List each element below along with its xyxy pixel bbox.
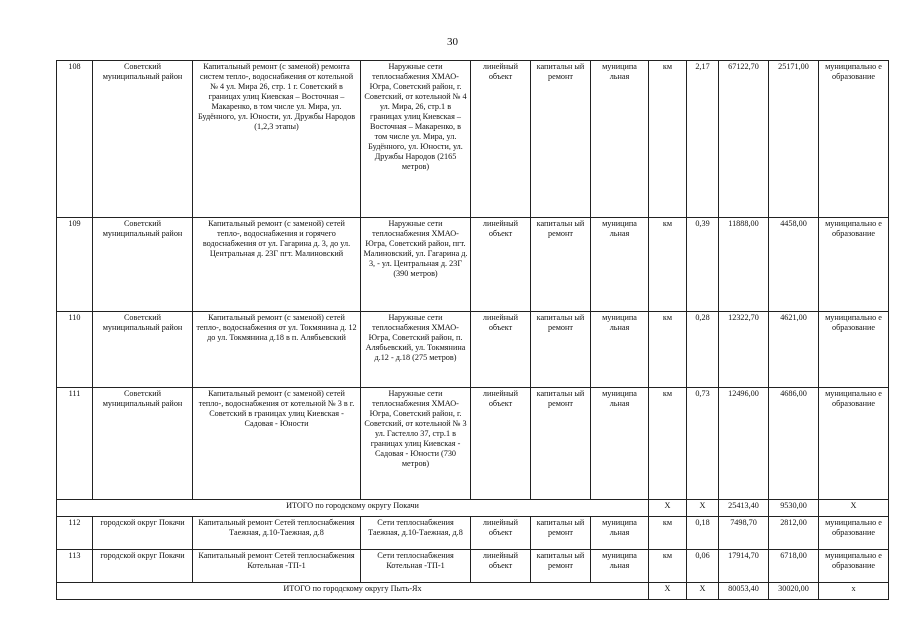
cell-recipient: Х	[819, 500, 889, 517]
cell-subsidy: 30020,00	[769, 583, 819, 600]
table-body	[57, 61, 889, 600]
cell-ownership: муниципа льная	[591, 218, 649, 312]
cell-cost: 17914,70	[719, 550, 769, 583]
cell-unit: км	[649, 218, 687, 312]
cell-length: 0,39	[687, 218, 719, 312]
table-row	[57, 312, 889, 388]
table-row	[57, 61, 889, 218]
cell-unit: Х	[649, 583, 687, 600]
cell-work-type: капитальн ый ремонт	[531, 388, 591, 500]
cell-length: 0,73	[687, 388, 719, 500]
cell-length: 0,28	[687, 312, 719, 388]
cell-unit: км	[649, 550, 687, 583]
cell-unit: км	[649, 388, 687, 500]
cell-territory: Советский муниципальный район	[93, 218, 193, 312]
cell-unit: км	[649, 517, 687, 550]
cell-object-type: линейный объект	[471, 550, 531, 583]
cell-length: Х	[687, 500, 719, 517]
cell-ownership: муниципа льная	[591, 388, 649, 500]
cell-subsidy: 6718,00	[769, 550, 819, 583]
cell-subsidy: 4458,00	[769, 218, 819, 312]
cell-length: 0,18	[687, 517, 719, 550]
cell-territory: Советский муниципальный район	[93, 388, 193, 500]
total-row	[57, 583, 889, 600]
cell-work-type: капитальн ый ремонт	[531, 61, 591, 218]
cell-territory: Советский муниципальный район	[93, 61, 193, 218]
cell-unit: Х	[649, 500, 687, 517]
page-number: 30	[447, 36, 458, 48]
cell-cost: 12322,70	[719, 312, 769, 388]
table-row	[57, 517, 889, 550]
cell-recipient: х	[819, 583, 889, 600]
cell-ownership: муниципа льная	[591, 61, 649, 218]
cell-length: 0,06	[687, 550, 719, 583]
cell-number: 112	[57, 517, 93, 550]
total-row	[57, 500, 889, 517]
cell-ownership: муниципа льная	[591, 550, 649, 583]
cell-object: Сети теплоснабжения Котельная -ТП-1	[361, 550, 471, 583]
cell-recipient: муниципально е образование	[819, 550, 889, 583]
cell-subsidy: 9530,00	[769, 500, 819, 517]
cell-recipient: муниципально е образование	[819, 312, 889, 388]
cell-ownership: муниципа льная	[591, 517, 649, 550]
cell-object-type: линейный объект	[471, 388, 531, 500]
cell-subsidy: 4686,00	[769, 388, 819, 500]
cell-event: Капитальный ремонт (с заменой) сетей тепло-, водоснабжения и горячего водоснабжения от ул. Гагарина д. 3, до ул. Центральная д. 23Г пгт. Малиновский	[193, 218, 361, 312]
cell-object: Наружные сети теплоснабжения ХМАО-Югра, Советский район, п. Алябьевский, ул. Токмянина д.12 - д.18 (275 метров)	[361, 312, 471, 388]
cell-object: Наружные сети теплоснабжения ХМАО-Югра, Советский район, г. Советский, от котельной № 3 ул. Гастелло 37, стр.1 в границах улиц Киевская - Садовая - Юности (730 метров)	[361, 388, 471, 500]
cell-number: 109	[57, 218, 93, 312]
cell-number: 108	[57, 61, 93, 218]
cell-object: Сети теплоснабжения Таежная, д.10-Таежная, д.8	[361, 517, 471, 550]
cell-object-type: линейный объект	[471, 517, 531, 550]
cell-territory: городской округ Покачи	[93, 550, 193, 583]
cell-recipient: муниципально е образование	[819, 61, 889, 218]
table-row	[57, 218, 889, 312]
cell-object-type: линейный объект	[471, 312, 531, 388]
cell-object-type: линейный объект	[471, 218, 531, 312]
cell-unit: км	[649, 312, 687, 388]
total-label: ИТОГО по городскому округу Пыть-Ях	[57, 583, 649, 600]
cell-subsidy: 2812,00	[769, 517, 819, 550]
cell-object-type: линейный объект	[471, 61, 531, 218]
cell-unit: км	[649, 61, 687, 218]
cell-object: Наружные сети теплоснабжения ХМАО-Югра, Советский район, г. Советский, от котельной № 4 ул. Мира, 26, стр.1 в границах улиц Киевская – Восточная – Макаренко, в том числе ул. Мира, ул. Будённого, ул. Юности, ул. Дружбы Народов (2165 метров)	[361, 61, 471, 218]
cell-cost: 7498,70	[719, 517, 769, 550]
cell-territory: Советский муниципальный район	[93, 312, 193, 388]
cell-length: Х	[687, 583, 719, 600]
cell-recipient: муниципально е образование	[819, 517, 889, 550]
table-row	[57, 388, 889, 500]
cell-event: Капитальный ремонт (с заменой) ремонта систем тепло-, водоснабжения от котельной № 4 ул. Мира 26, стр. 1 г. Советский в границах улиц Киевская – Восточная – Макаренко, в том числе ул. Мира, ул. Будённого, ул. Юности, ул. Дружбы Народов (1,2,3 этапы)	[193, 61, 361, 218]
cell-cost: 67122,70	[719, 61, 769, 218]
cell-object: Наружные сети теплоснабжения ХМАО-Югра, Советский район, пгт. Малиновский, ул. Гагарина д. 3, - ул. Центральная д. 23Г (390 метров)	[361, 218, 471, 312]
cell-territory: городской округ Покачи	[93, 517, 193, 550]
cell-length: 2,17	[687, 61, 719, 218]
total-label: ИТОГО по городскому округу Покачи	[57, 500, 649, 517]
cell-event: Капитальный ремонт (с заменой) сетей тепло-, водоснабжения от ул. Токмянина д. 12 до ул. Токмянина д.18 в п. Алябьевский	[193, 312, 361, 388]
cell-recipient: муниципально е образование	[819, 218, 889, 312]
cell-work-type: капитальн ый ремонт	[531, 312, 591, 388]
cell-event: Капитальный ремонт Сетей теплоснабжения Таежная, д.10-Таежная, д.8	[193, 517, 361, 550]
cell-event: Капитальный ремонт Сетей теплоснабжения Котельная -ТП-1	[193, 550, 361, 583]
cell-cost: 80053,40	[719, 583, 769, 600]
cell-number: 111	[57, 388, 93, 500]
cell-event: Капитальный ремонт (с заменой) сетей тепло-, водоснабжения от котельной № 3 в г. Советский в границах улиц Киевская - Садовая - Юности	[193, 388, 361, 500]
cell-subsidy: 25171,00	[769, 61, 819, 218]
cell-work-type: капитальн ый ремонт	[531, 550, 591, 583]
cell-recipient: муниципально е образование	[819, 388, 889, 500]
program-table	[56, 60, 889, 600]
cell-cost: 25413,40	[719, 500, 769, 517]
cell-cost: 11888,00	[719, 218, 769, 312]
cell-work-type: капитальн ый ремонт	[531, 218, 591, 312]
cell-cost: 12496,00	[719, 388, 769, 500]
cell-work-type: капитальн ый ремонт	[531, 517, 591, 550]
cell-ownership: муниципа льная	[591, 312, 649, 388]
table-row	[57, 550, 889, 583]
cell-number: 110	[57, 312, 93, 388]
cell-number: 113	[57, 550, 93, 583]
cell-subsidy: 4621,00	[769, 312, 819, 388]
